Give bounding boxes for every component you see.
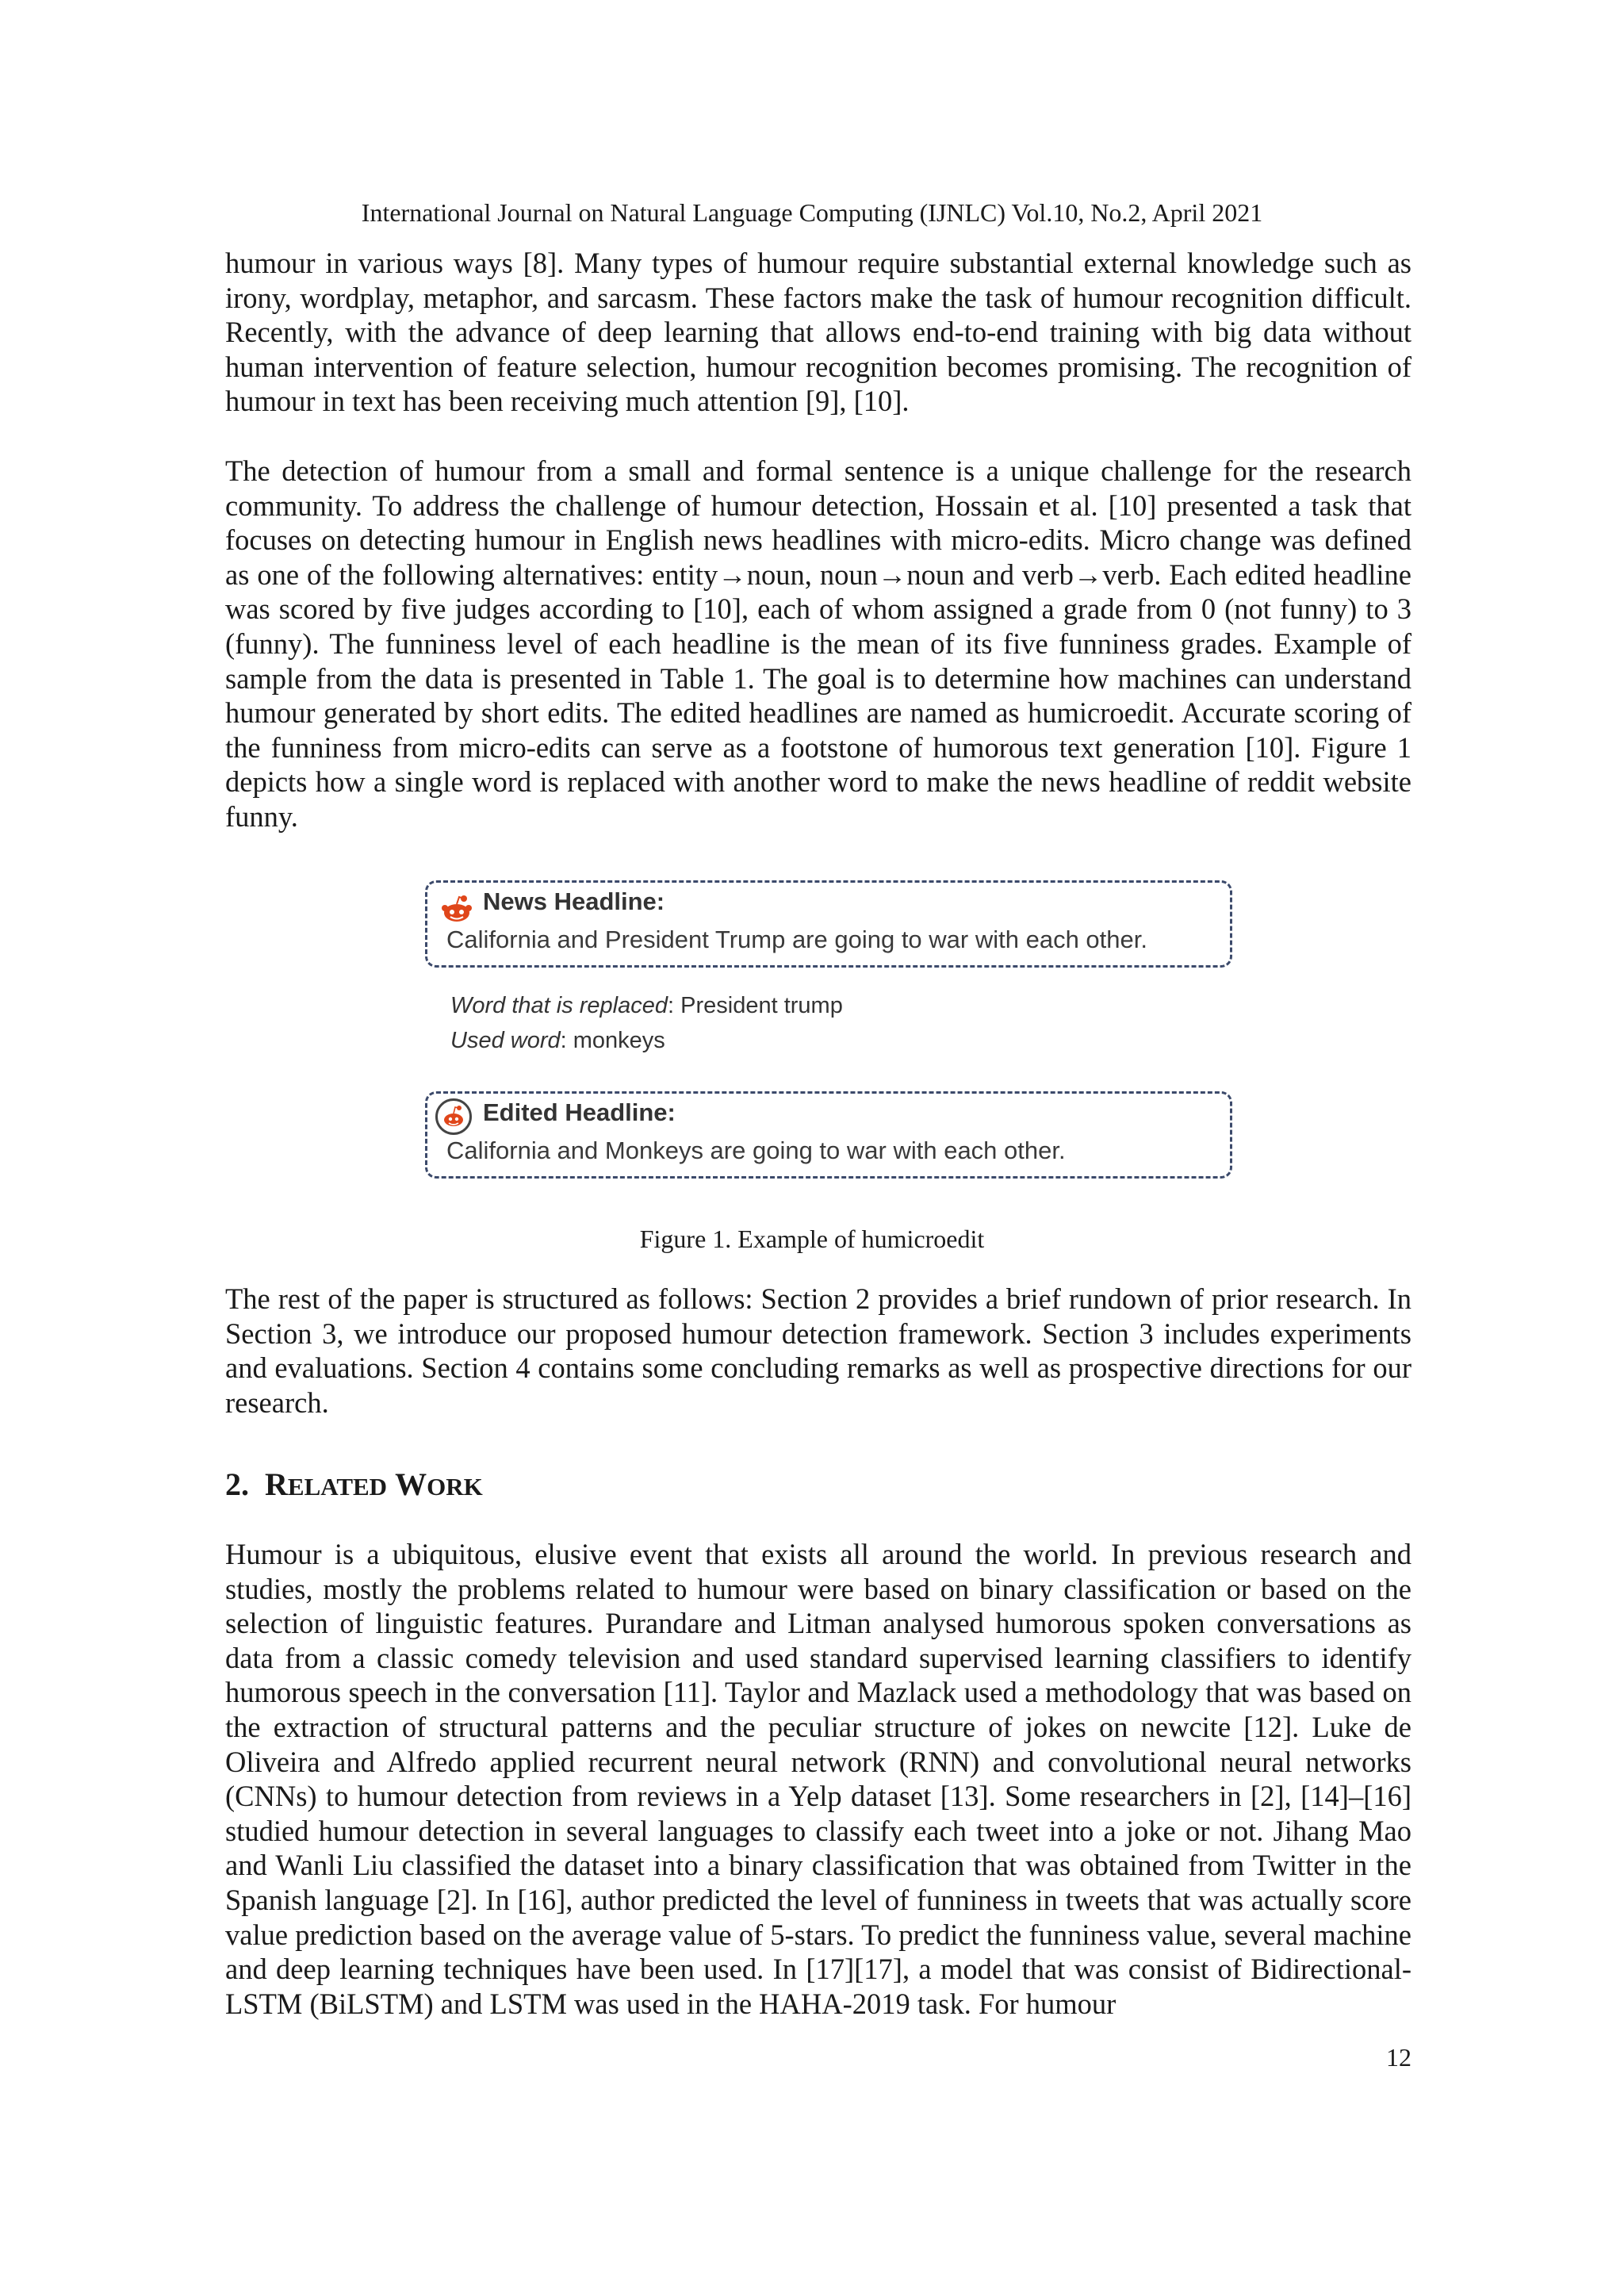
edited-headline-text: California and Monkeys are going to war with each other. <box>446 1137 1066 1164</box>
paragraph-paper-structure: The rest of the paper is structured as follows: Section 2 provides a brief rundown of prior research. In Section 3, we introduce our proposed humour detection framework. Section 3 includes experiments and evaluations. Section 4 contains some concluding remarks as well as prospective directions for our research. <box>225 1282 1411 1419</box>
edited-headline-title: Edited Headline: <box>483 1098 676 1126</box>
section-title-initial-r: R <box>265 1466 288 1502</box>
reddit-logo-icon <box>440 892 473 924</box>
paragraph-related-work: Humour is a ubiquitous, elusive event that exists all around the world. In previous research and studies, mostly the problems related to humour were based on binary classification or based on the selection of linguistic features. Purandare and Litman analysed humorous spoken conversations as data from a classic comedy television and used standard supervised learning classifiers to identify humorous speech in the conversation [11]. Taylor and Mazlack used a methodology that was based on the extraction of structural patterns and the peculiar structure of jokes on newcite [12]. Luke de Oliveira and Alfredo applied recurrent neural network (RNN) and convolutional neural networks (CNNs) to humour detection from reviews in a Yelp dataset [13]. Some researchers in [2], [14]–[16] studied humour detection in several languages to classify each tweet into a joke or not. Jihang Mao and Wanli Liu classified the dataset into a binary classification that was obtained from Twitter in the Spanish language [2]. In [16], author predicted the level of funniness in tweets that was actually score value prediction based on the average value of 5-stars. To predict the funniness value, several machine and deep learning techniques have been used. In [17][17], a model that was consist of Bidirectional-LSTM (BiLSTM) and LSTM was used in the HAHA-2019 task. For humour <box>225 1538 1411 2020</box>
edited-headline-box <box>425 1091 1232 1179</box>
replaced-word-value: : President trump <box>668 993 843 1018</box>
replaced-word-label: Word that is replaced <box>450 993 668 1018</box>
used-word-line <box>450 1028 665 1054</box>
reddit-circle-logo-icon <box>435 1098 472 1135</box>
section-title-rest-ork: ORK <box>427 1473 483 1501</box>
section-number: 2. <box>225 1466 249 1502</box>
news-headline-box <box>425 880 1232 968</box>
page-number: 12 <box>1386 2043 1411 2072</box>
news-headline-text: California and President Trump are going to war with each other. <box>446 926 1147 953</box>
section-title-initial-w: W <box>395 1466 427 1502</box>
paragraph-intro-continuation: humour in various ways [8]. Many types of humour require substantial external knowledge such as irony, wordplay, metaphor, and sarcasm. These factors make the task of humour recognition difficult. Recently, with the advance of deep learning that allows end-to-end training with big data without human intervention of feature selection, humour recognition becomes promising. The recognition of humour in text has been receiving much attention [9], [10]. <box>225 247 1411 418</box>
paragraph-humour-detection: The detection of humour from a small and formal sentence is a unique challenge for the research community. To address the challenge of humour detection, Hossain et al. [10] presented a task that focuses on detecting humour in English news headlines with micro-edits. Micro change was defined as one of the following alternatives: entity→noun, noun→noun and verb→verb. Each edited headline was scored by five judges according to [10], each of whom assigned a grade from 0 (not funny) to 3 (funny). The funniness level of each headline is the mean of its five funniness grades. Example of sample from the data is presented in Table 1. The goal is to determine how machines can understand humour generated by short edits. The edited headlines are named as humicroedit. Accurate scoring of the funniness from micro-edits can serve as a footstone of humorous text generation [10]. Figure 1 depicts how a single word is replaced with another word to make the news headline of reddit website funny. <box>225 454 1411 833</box>
used-word-value: : monkeys <box>560 1028 665 1053</box>
section-heading-related-work <box>225 1466 483 1506</box>
figure-caption: Figure 1. Example of humicroedit <box>639 1225 985 1253</box>
used-word-label: Used word <box>450 1028 561 1053</box>
running-header: International Journal on Natural Language Computing (IJNLC) Vol.10, No.2, April 2021 <box>361 198 1263 227</box>
replaced-word-line <box>450 993 843 1019</box>
section-title-rest-elated: ELATED <box>287 1473 388 1501</box>
news-headline-title: News Headline: <box>483 887 665 915</box>
figure-humicroedit <box>419 872 1235 1190</box>
